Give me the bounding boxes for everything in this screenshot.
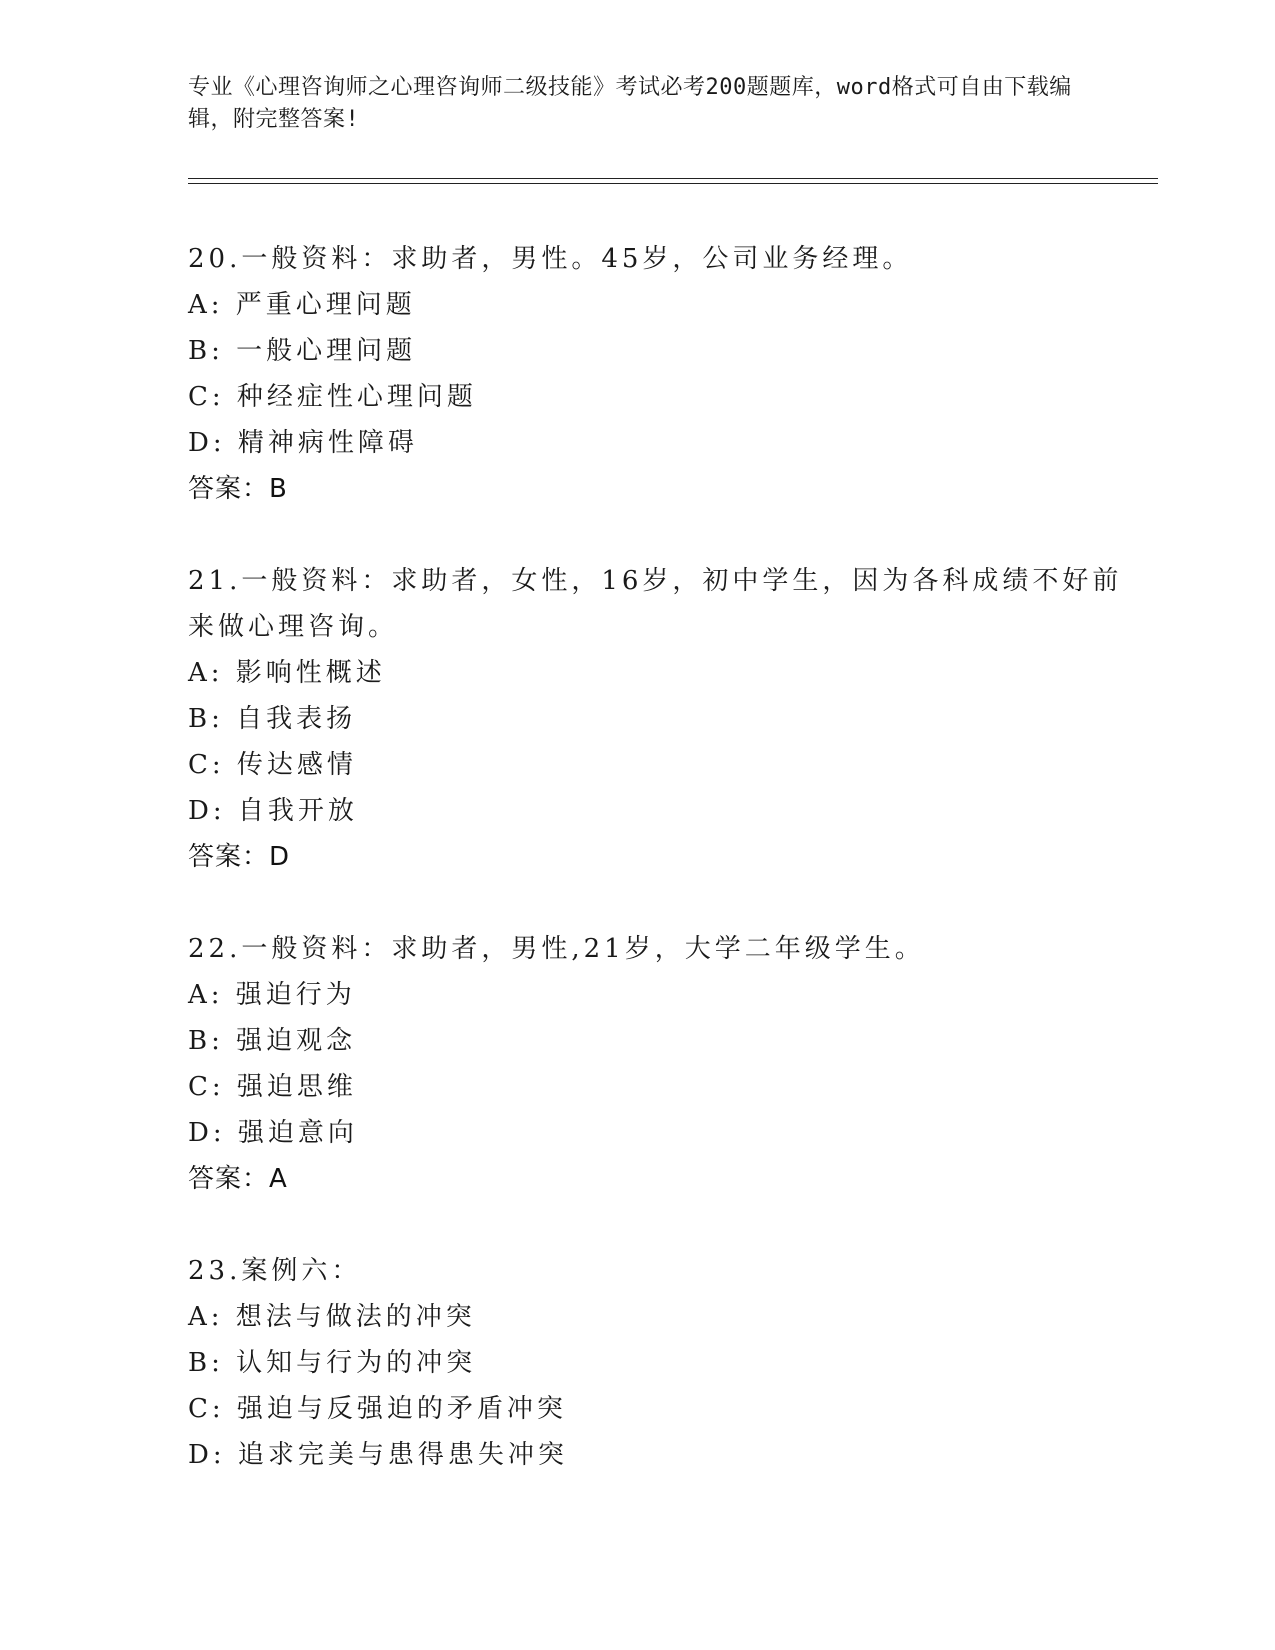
question-22 [188, 926, 1148, 1202]
option-d: D: 精神病性障碍 [188, 428, 418, 458]
option-b: B: 自我表扬 [188, 704, 357, 734]
question-stem: 22.一般资料：求助者，男性,21岁，大学二年级学生。 [188, 934, 925, 964]
option-c: C: 传达感情 [188, 750, 357, 780]
option-a: A: 想法与做法的冲突 [188, 1302, 476, 1332]
question-stem: 23.案例六： [188, 1256, 362, 1286]
question-23 [188, 1248, 1148, 1478]
option-c: C: 强迫思维 [188, 1072, 357, 1102]
option-b: B: 一般心理问题 [188, 336, 417, 366]
option-d: D: 追求完美与患得患失冲突 [188, 1440, 568, 1470]
option-a: A: 影响性概述 [188, 658, 386, 688]
option-d: D: 自我开放 [188, 796, 358, 826]
option-c: C: 种经症性心理问题 [188, 382, 477, 412]
answer-line: 答案：D [188, 842, 291, 872]
answer-line: 答案：B [188, 474, 288, 504]
option-d: D: 强迫意向 [188, 1118, 358, 1148]
question-20 [188, 236, 1148, 512]
option-a: A: 严重心理问题 [188, 290, 416, 320]
question-list [188, 236, 1148, 1524]
question-21 [188, 558, 1148, 880]
option-b: B: 强迫观念 [188, 1026, 357, 1056]
document-intro: 专业《心理咨询师之心理咨询师二级技能》考试必考200题题库，word格式可自由下载编辑，附完整答案! [188, 75, 1072, 132]
header-divider-bottom [188, 183, 1158, 184]
header-divider-top [188, 178, 1158, 179]
question-stem: 20.一般资料：求助者，男性。45岁，公司业务经理。 [188, 244, 913, 274]
option-a: A: 强迫行为 [188, 980, 356, 1010]
option-b: B: 认知与行为的冲突 [188, 1348, 477, 1378]
answer-line: 答案：A [188, 1164, 288, 1194]
option-c: C: 强迫与反强迫的矛盾冲突 [188, 1394, 567, 1424]
question-stem: 21.一般资料：求助者，女性，16岁，初中学生，因为各科成绩不好前来做心理咨询。 [188, 566, 1123, 642]
